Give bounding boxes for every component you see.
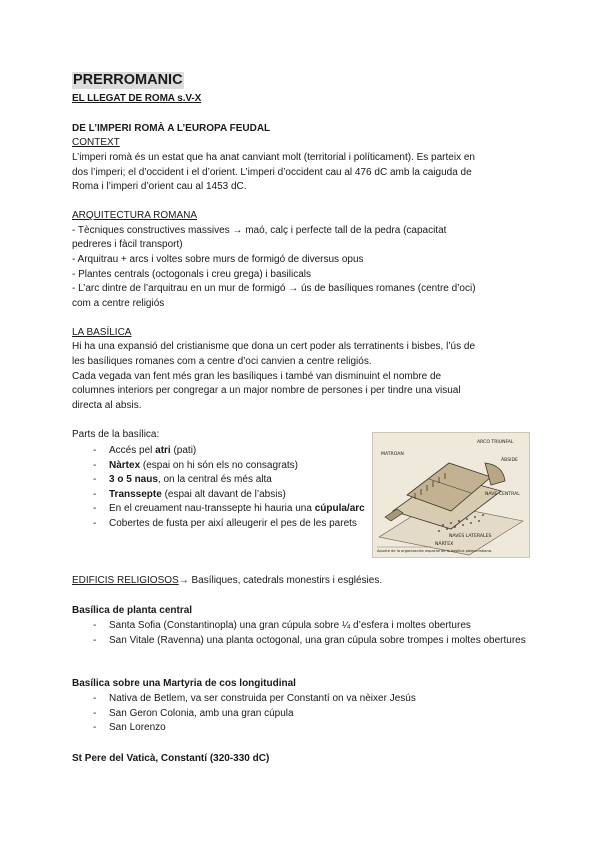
martyria-heading: Basílica sobre una Martyria de cos longitudinal [72, 678, 296, 689]
edificis-rest: → Basíliques, catedrals monestirs i esglésies. [178, 575, 383, 586]
arquitectura-line: com a centre religiós [72, 298, 165, 309]
list-item: - En el creuament nau-transsepte hi hauria una cúpula/arc [93, 503, 365, 515]
parts-intro: Parts de la basílica: [72, 429, 160, 440]
context-line: dos l’imperi; el d’occident i el d’orient. L’imperi d’occident cau al 476 dC amb la caiguda de [72, 167, 472, 178]
basilica-line: directa al absis. [72, 400, 142, 411]
list-item: - Accés pel atri (pati) [93, 445, 197, 456]
list-item: - Transsepte (espai alt davant de l’absis) [93, 488, 286, 500]
figure-label: NÁRTEX [435, 542, 454, 547]
list-item: - Santa Sofia (Constantinopla) una gran cúpula sobre ¼ d’esfera i moltes obertures [93, 620, 471, 631]
list-item: - Nàrtex (espai on hi són els no consagrats) [93, 459, 299, 471]
figure-label: ÁBSIDE [501, 458, 518, 463]
basilica-line: les basíliques romanes com a centre d’oci canvien a centre religiós. [72, 356, 372, 367]
list-item: - Cobertes de fusta per així alleugerir el pes de les parets [93, 517, 357, 529]
parts-list [93, 444, 365, 532]
basilica-drawing [373, 433, 529, 557]
martyria-list [93, 692, 533, 736]
figure-caption: Apunte de la organización espacial de la basílica paleocristiana. [377, 549, 493, 553]
arquitectura-line: - Plantes centrals (octogonals i creu grega) i basilicals [72, 269, 311, 280]
list-item: - 3 o 5 naus, on la central és més alta [93, 474, 272, 486]
edificis-heading: EDIFICIS RELIGIOSOS [72, 575, 179, 586]
planta-central-list [93, 619, 533, 648]
figure-label: MATROAN [381, 452, 404, 457]
arquitectura-line: - L’arc dintre de l’arquitrau en un mur de formigó → ús de basíliques romanes (centre d’oci) [72, 283, 476, 294]
context-line: Roma i l’imperi d’orient cau al 1453 dC. [72, 181, 247, 192]
arquitectura-line: - Arquitrau + arcs i voltes sobre murs de formigó de diversus opus [72, 254, 364, 265]
arquitectura-line: pedreres i fàcil transport) [72, 239, 183, 250]
planta-central-heading: Basílica de planta central [72, 605, 193, 616]
basilica-illustration [372, 432, 530, 558]
context-heading: CONTEXT [72, 137, 120, 148]
arquitectura-line: - Tècniques constructives massives → maó, calç i perfecte tall de la pedra (capacitat [72, 225, 447, 236]
list-item: - Nativa de Betlem, va ser construida per Constantí on va nèixer Jesús [93, 693, 416, 704]
figure-label: NAVES LATERALES [449, 534, 492, 539]
basilica-heading: LA BASÍLICA [72, 327, 132, 338]
list-item: - San Lorenzo [93, 722, 166, 734]
st-pere-heading: St Pere del Vaticà, Constantí (320-330 dC) [72, 753, 270, 764]
basilica-line: columnes interiors per congregar a un major nombre de persones i per tindre una visual [72, 385, 461, 396]
arquitectura-heading: ARQUITECTURA ROMANA [72, 210, 198, 221]
figure-label: NAVE CENTRAL [485, 492, 520, 497]
document-title: PRERROMANIC [73, 72, 183, 88]
list-item: - San Geron Colonia, amb una gran cúpula [93, 707, 294, 719]
figure-label: ARCO TRIUNFAL [477, 440, 514, 445]
edificis-line [72, 574, 527, 589]
basilica-line: Hi ha una expansió del cristianisme que dona un cert poder als terratinents i bisbes, l’ús de [72, 341, 476, 352]
basilica-line: Cada vegada van fent més gran les basíliques i també van disminuint el nombre de [72, 371, 442, 382]
section-heading: DE L’IMPERI ROMÀ A L’EUROPA FEUDAL [72, 123, 271, 134]
document-subtitle: EL LLEGAT DE ROMA s.V-X [72, 93, 202, 104]
list-item: - San Vitale (Ravenna) una planta octogonal, una gran cúpula sobre trompes i moltes obertures [93, 634, 526, 646]
context-line: L’imperi romà és un estat que ha anat canviant molt (territorial i políticament). Es parteix en [72, 152, 475, 163]
